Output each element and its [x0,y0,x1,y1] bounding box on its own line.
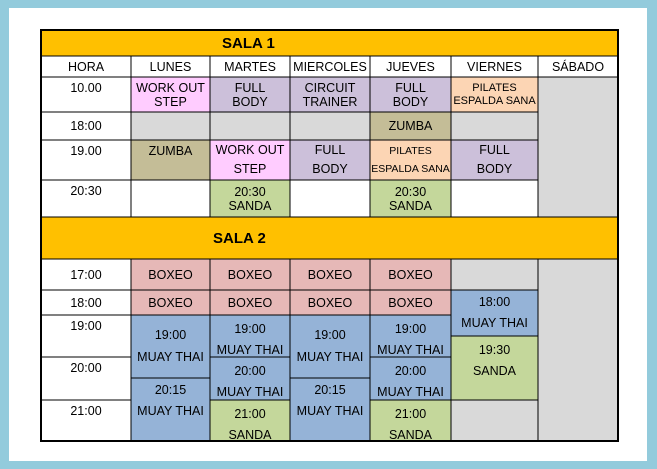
class-sanda: 19:30 SANDA [451,336,538,400]
class-sanda: 20:30 SANDA [370,180,451,217]
header-martes: MARTES [224,59,276,74]
class-full-body: FULL BODY [290,140,370,180]
class-full-body: FULL BODY [370,77,451,112]
header-miercoles: MIERCOLES [293,59,367,74]
time-label: 10.00 [70,81,102,95]
class-sanda: 20:30 SANDA [210,180,290,217]
class-muay-thai: 19:00 MUAY THAI [290,315,370,378]
class-muay-thai: 19:00 MUAY THAI [210,315,290,357]
sabado-closed [538,259,618,441]
time-label: 20:30 [70,184,102,198]
time-label: 19:00 [70,319,102,333]
time-label: 17:00 [70,267,102,282]
class-muay-thai: 19:00 MUAY THAI [131,315,210,378]
class-workout-step: WORK OUT STEP [210,140,290,180]
class-workout-step: WORK OUT STEP [131,77,210,112]
header-hora: HORA [67,59,105,74]
class-boxeo: BOXEO [131,259,210,290]
class-boxeo: BOXEO [210,259,290,290]
class-muay-thai: 19:00 MUAY THAI [370,315,451,357]
class-circuit-trainer: CIRCUIT TRAINER [290,77,370,112]
time-label: 20:00 [70,361,102,375]
header-sabado: SÁBADO [551,59,605,74]
class-sanda: 21:00 SANDA [210,400,290,441]
class-zumba: ZUMBA [131,140,210,180]
class-zumba: ZUMBA [370,112,451,140]
class-muay-thai: 20:15 MUAY THAI [131,378,210,441]
header-jueves: JUEVES [386,59,435,74]
class-boxeo: BOXEO [210,290,290,315]
sala1-title: SALA 1 [222,34,275,52]
class-full-body: FULL BODY [210,77,290,112]
time-label: 21:00 [70,404,102,418]
time-label: 18:00 [70,119,102,133]
time-label: 18:00 [70,295,102,310]
header-lunes: LUNES [149,59,192,74]
time-label: 19.00 [70,144,102,158]
class-boxeo: BOXEO [131,290,210,315]
empty-slot [210,112,290,140]
class-boxeo: BOXEO [290,290,370,315]
class-full-body: FULL BODY [451,140,538,180]
empty-slot [131,112,210,140]
class-sanda: 21:00 SANDA [370,400,451,441]
class-pilates-espalda-sana: PILATES ESPALDA SANA [451,77,538,112]
class-muay-thai: 20:15 MUAY THAI [290,378,370,441]
class-muay-thai: 20:00 MUAY THAI [370,357,451,400]
class-muay-thai: 18:00 MUAY THAI [451,290,538,336]
class-pilates-espalda-sana: PILATES ESPALDA SANA [370,140,451,180]
empty-slot [451,400,538,441]
empty-slot [451,259,538,290]
sala2-title-bar [41,217,618,259]
class-boxeo: BOXEO [290,259,370,290]
sala1-title-bar [41,30,618,56]
class-muay-thai: 20:00 MUAY THAI [210,357,290,400]
empty-slot [290,112,370,140]
sala2-title: SALA 2 [213,229,266,247]
header-viernes: VIERNES [467,59,522,74]
sabado-closed [538,77,618,217]
class-boxeo: BOXEO [370,259,451,290]
empty-slot [451,112,538,140]
class-boxeo: BOXEO [370,290,451,315]
